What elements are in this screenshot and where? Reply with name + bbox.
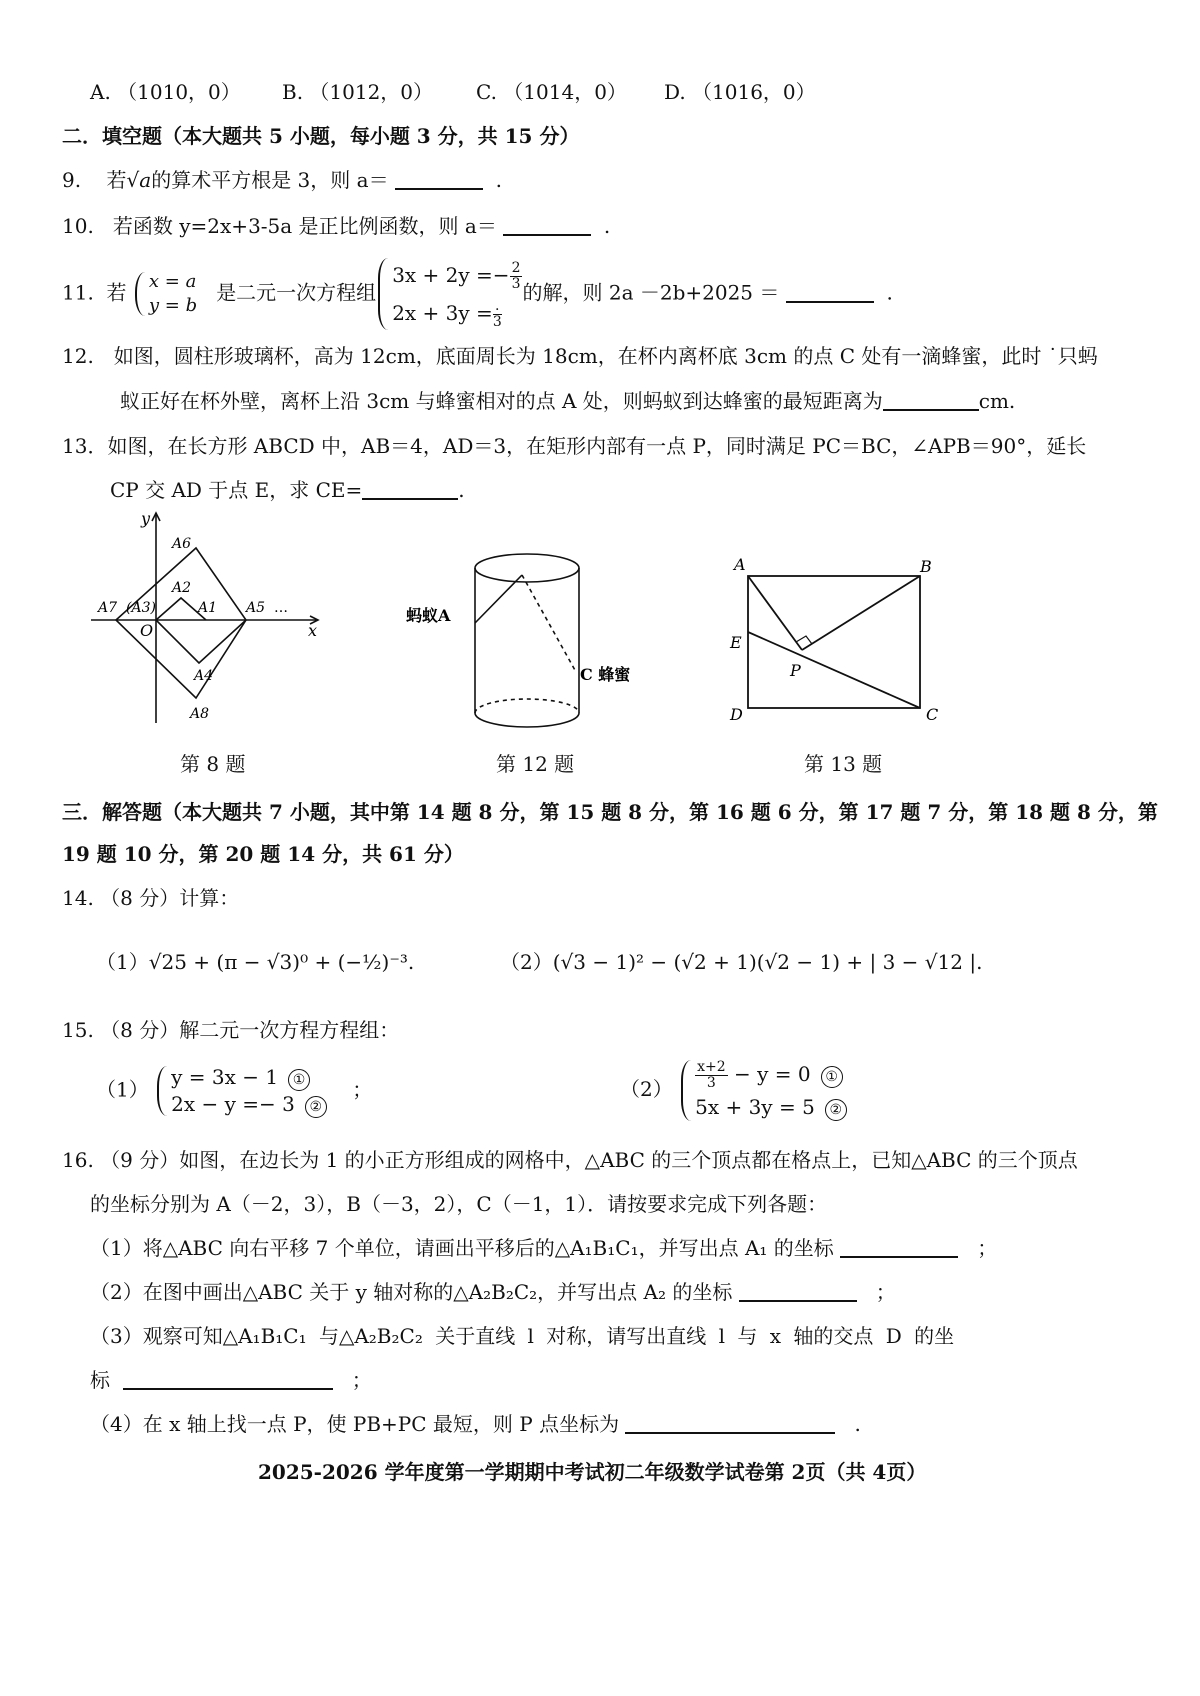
q13-answer-blank[interactable] xyxy=(362,478,458,500)
section3-title-line1: 三．解答题（本大题共 7 小题，其中第 14 题 8 分，第 15 题 8 分，第 16 题 6 分，第 17 题 7 分，第 18 题 8 分，第 xyxy=(62,800,1158,824)
q11-sys-line2: y = b xyxy=(148,295,198,316)
q11-sys-line1: x = a xyxy=(148,270,197,292)
question-11 xyxy=(62,256,893,332)
q14-head: 14. （8 分）计算： xyxy=(62,886,240,910)
q15-p1-end: ； xyxy=(352,1077,373,1102)
q15-p2-mark2: ② xyxy=(825,1099,847,1121)
q16-s1-blank[interactable] xyxy=(840,1236,958,1258)
q10-text: 若函数 y=2x+3-5a 是正比例函数，则 a＝ xyxy=(112,214,497,238)
q11-solution-system xyxy=(133,270,197,319)
q12-unit: cm. xyxy=(978,389,1016,413)
q9-post: 的算术平方根是 3，则 a＝ xyxy=(151,168,389,192)
fig8-label-a5: A5 xyxy=(246,600,266,616)
figure-8-diagram xyxy=(86,508,336,728)
fig8-label-a2: A2 xyxy=(172,580,192,596)
q11-equation-system xyxy=(376,256,522,332)
q13-end: . xyxy=(458,478,465,502)
fig13-label-d: D xyxy=(730,705,743,724)
q16-line1: 16. （9 分）如图，在边长为 1 的小正方形组成的网格中，△ABC 的三个顶点都在格点上，已知△ABC 的三个顶点 xyxy=(62,1148,1078,1172)
q12-answer-blank[interactable] xyxy=(883,389,979,411)
q16-s2-semi: ； xyxy=(875,1280,896,1304)
section3-title-line2: 19 题 10 分，第 20 题 14 分，共 61 分） xyxy=(62,842,464,866)
q15-head: 15. （8 分）解二元一次方程方程组： xyxy=(62,1018,400,1042)
q10-answer-blank[interactable] xyxy=(503,214,591,236)
q8-option-d: D. （1016，0） xyxy=(664,80,816,104)
q11-end: . xyxy=(886,280,893,305)
q16-s3-blank[interactable] xyxy=(123,1368,333,1390)
q15-part1 xyxy=(96,1064,372,1118)
q15-p1-label: （1） xyxy=(96,1077,149,1102)
q16-sub1 xyxy=(90,1232,997,1261)
fig8-label-a4: A4 xyxy=(194,668,214,684)
figure-13-caption: 第 13 题 xyxy=(804,752,883,776)
q14-part2: （2）(√3 − 1)² − (√2 + 1)(√2 − 1) + | 3 − √12 |. xyxy=(500,950,983,974)
q16-s4-text: （4）在 x 轴上找一点 P，使 PB+PC 最短，则 P 点坐标为 xyxy=(90,1412,620,1436)
fig8-label-a1: A1 xyxy=(198,600,218,616)
q15-part2 xyxy=(620,1058,847,1123)
q9-root: √a xyxy=(126,168,152,192)
q15-p2-mark1: ① xyxy=(821,1066,843,1088)
q15-p1-system xyxy=(155,1064,327,1118)
fig13-label-b: B xyxy=(920,557,932,576)
figure-8-caption: 第 8 题 xyxy=(180,752,246,776)
fig8-label-o: O xyxy=(140,621,154,640)
q12-line1: 12. 如图，圆柱形玻璃杯，高为 12cm，底面周长为 18cm，在杯内离杯底 3cm 的点 C 处有一滴蜂蜜，此时 ˙只蚂 xyxy=(62,344,1098,368)
q10-number: 10. xyxy=(62,214,94,238)
q15-p2-eq1: $\frac{x+2}{3}$ − y = 0 xyxy=(697,1058,811,1091)
q15-p1-mark1: ① xyxy=(288,1069,310,1091)
q11-mid: 是二元一次方程组 xyxy=(216,280,377,305)
q13-line1: 13．如图，在长方形 ABCD 中，AB＝4，AD＝3，在矩形内部有一点 P，同时满足 PC＝BC，∠APB＝90°，延长 xyxy=(62,434,1087,458)
section2-title: 二．填空题（本大题共 5 小题，每小题 3 分，共 15 分） xyxy=(62,124,580,148)
figure-12-caption: 第 12 题 xyxy=(496,752,575,776)
q14-part1: （1）√25 + (π − √3)⁰ + (−½)⁻³. xyxy=(96,950,415,974)
fig8-label-ellipsis: … xyxy=(274,600,288,616)
q16-sub3a: （3）观察可知△A₁B₁C₁ 与△A₂B₂C₂ 关于直线 l 对称，请写出直线 l 与 x 轴的交点 D 的坐 xyxy=(90,1324,955,1348)
q11-post: 的解，则 2a －2b+2025 ＝ xyxy=(522,280,780,305)
q16-line2: 的坐标分别为 A（－2，3），B（－3，2），C（－1，1）．请按要求完成下列各题： xyxy=(90,1192,828,1216)
q12-text: 蚁正好在杯外壁，离杯上沿 3cm 与蜂蜜相对的点 A 处，则蚂蚁到达蜂蜜的最短距离为 xyxy=(120,389,883,413)
fig13-label-p: P xyxy=(790,661,801,680)
q11-number: 11. xyxy=(62,280,94,305)
q16-s2-blank[interactable] xyxy=(739,1280,857,1302)
fig13-label-e: E xyxy=(730,633,742,652)
q16-s3-semi: ； xyxy=(351,1368,372,1392)
q16-sub2 xyxy=(90,1276,896,1305)
q16-sub3b xyxy=(90,1364,372,1393)
q16-sub4 xyxy=(90,1408,861,1437)
q11-eq1: 3x + 2y =− $\frac{2}{3}$ xyxy=(392,259,521,292)
q16-s1-semi: ； xyxy=(977,1236,998,1260)
figure-12-cylinder xyxy=(400,548,660,728)
question-9 xyxy=(62,164,502,193)
q11-pre: 若 xyxy=(106,280,127,305)
fig13-label-a: A xyxy=(734,555,746,574)
q16-s4-end: . xyxy=(854,1412,861,1436)
q15-p1-eq2: 2x − y =− 3 xyxy=(171,1092,295,1116)
fig8-label-y: y xyxy=(141,509,151,528)
q9-end: . xyxy=(495,168,503,192)
q15-p2-eq2: 5x + 3y = 5 xyxy=(695,1095,815,1120)
fig8-label-a7: A7 xyxy=(98,600,118,616)
q11-answer-blank[interactable] xyxy=(786,281,874,303)
q13-text: CP 交 AD 于点 E，求 CE= xyxy=(110,478,363,502)
q8-option-a: A. （1010，0） xyxy=(90,80,241,104)
fig8-label-a6: A6 xyxy=(172,536,192,552)
q9-answer-blank[interactable] xyxy=(395,168,483,190)
q9-number: 9. xyxy=(62,168,82,192)
fig8-label-x: x xyxy=(308,621,318,640)
fig12-honey-label: C 蜂蜜 xyxy=(580,665,631,684)
q15-p2-label: （2） xyxy=(620,1077,673,1102)
q13-line2 xyxy=(110,474,465,503)
q9-pre: 若 xyxy=(106,168,127,192)
fig8-label-a3: (A3) xyxy=(126,600,156,616)
q8-option-b: B. （1012，0） xyxy=(282,80,434,104)
q12-line2 xyxy=(120,385,1015,414)
fig13-label-c: C xyxy=(926,705,939,724)
q16-s3b-text: 标 xyxy=(90,1368,110,1392)
q16-s4-blank[interactable] xyxy=(625,1412,835,1434)
page-footer: 2025-2026 学年度第一学期期中考试初二年级数学试卷第 2页（共 4页） xyxy=(258,1460,927,1484)
q16-s1-text: （1）将△ABC 向右平移 7 个单位，请画出平移后的△A₁B₁C₁，并写出点 A₁ 的坐标 xyxy=(90,1236,834,1260)
fig8-label-a8: A8 xyxy=(190,706,210,722)
fig12-ant-label: 蚂蚁A xyxy=(406,606,451,625)
question-10 xyxy=(62,210,610,239)
q15-p1-eq1: y = 3x − 1 xyxy=(171,1065,279,1089)
q8-option-c: C. （1014，0） xyxy=(476,80,627,104)
q11-eq2: 2x + 3y = $\frac{.}{3}$ xyxy=(392,297,502,330)
q10-end: . xyxy=(603,214,611,238)
q15-p2-system xyxy=(679,1058,847,1123)
figure-13-rectangle xyxy=(722,552,952,730)
q16-s2-text: （2）在图中画出△ABC 关于 y 轴对称的△A₂B₂C₂，并写出点 A₂ 的坐标 xyxy=(90,1280,733,1304)
q15-p1-mark2: ② xyxy=(305,1096,327,1118)
